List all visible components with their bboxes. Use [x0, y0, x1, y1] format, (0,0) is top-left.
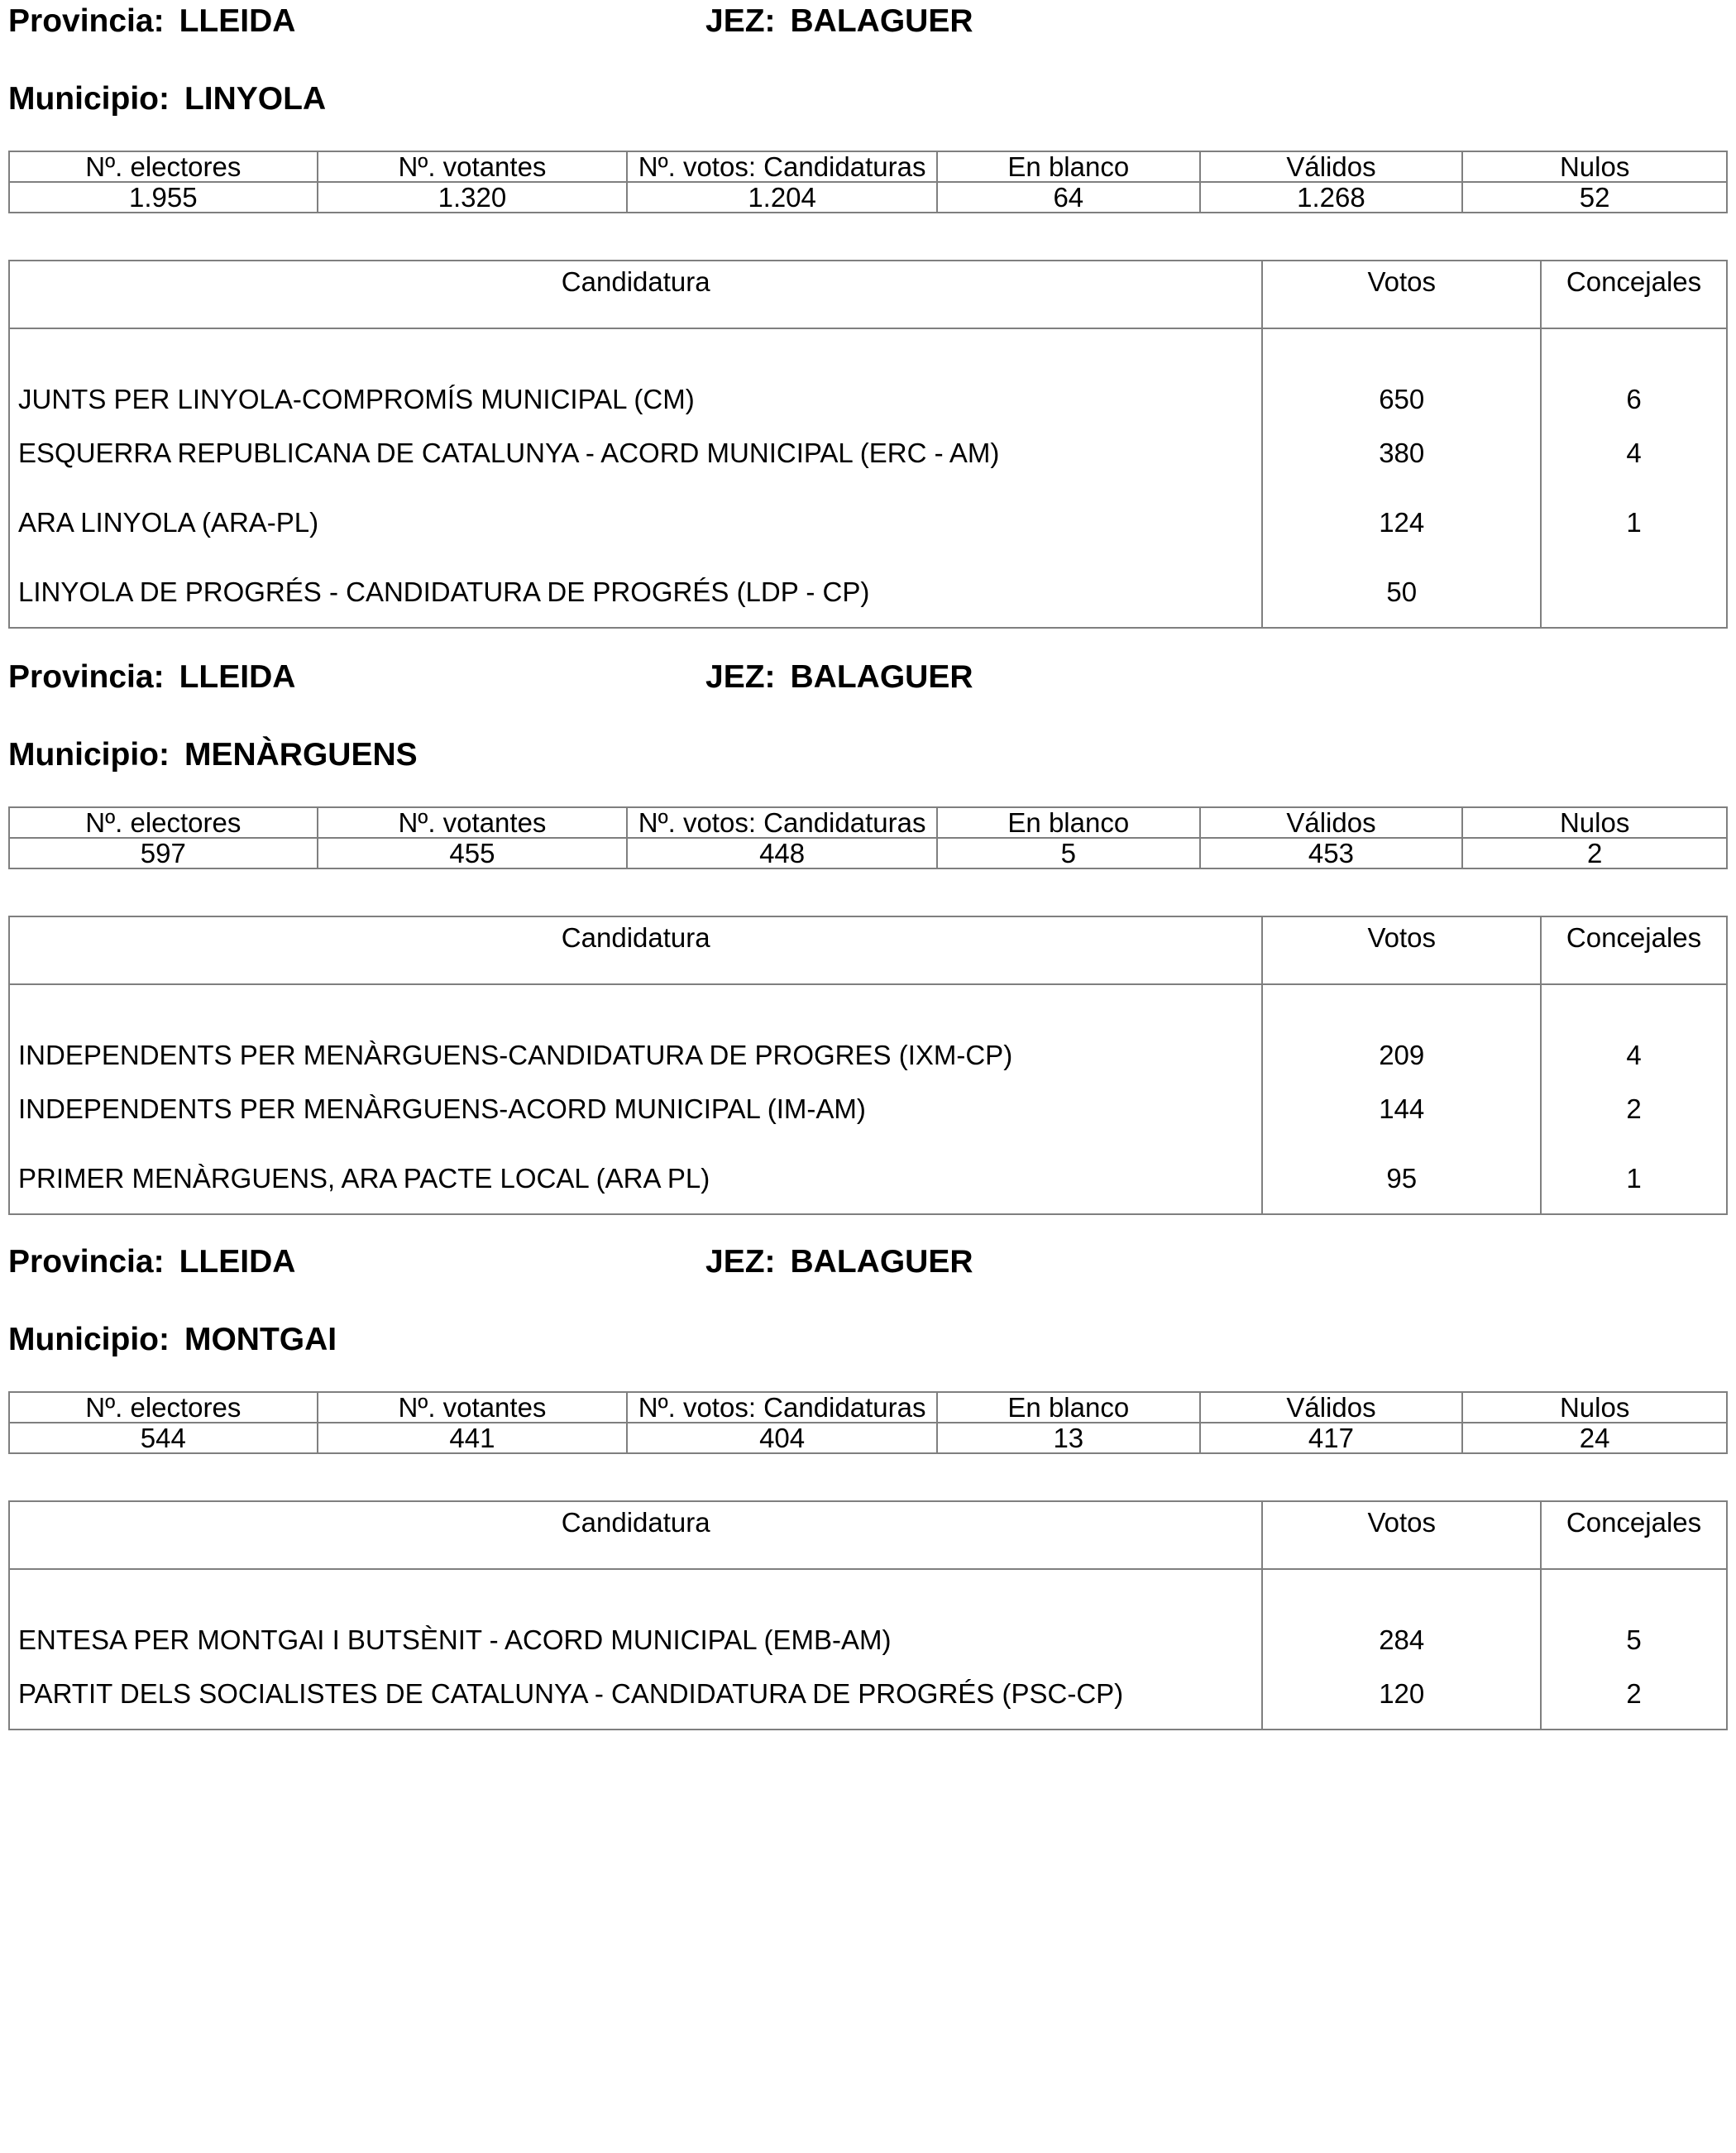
candidate-concejales: 5: [1541, 1569, 1727, 1659]
stats-header-cell: Nº. votantes: [318, 807, 628, 838]
provincia-label: Provincia:: [8, 3, 165, 39]
stats-header-cell: Nº. electores: [9, 807, 318, 838]
candidate-name: LINYOLA DE PROGRÉS - CANDIDATURA DE PROGRÉS (LDP - CP): [9, 557, 1262, 628]
jez-value: BALAGUER: [790, 659, 973, 695]
provincia-header: [8, 661, 295, 693]
provincia-label: Provincia:: [8, 1244, 165, 1280]
stats-value-cell: 441: [318, 1423, 628, 1453]
stats-value-cell: 417: [1200, 1423, 1463, 1453]
candidate-row: [9, 1144, 1727, 1214]
provincia-header: [8, 1246, 295, 1278]
stats-value-cell: 597: [9, 838, 318, 868]
candidatura-header: Candidatura: [9, 1501, 1262, 1569]
stats-value-row: [9, 182, 1727, 213]
stats-header-row: [9, 807, 1727, 838]
candidate-concejales: 1: [1541, 488, 1727, 557]
candidates-header-row: [9, 1501, 1727, 1569]
stats-header-cell: En blanco: [937, 1392, 1200, 1423]
candidate-votos: 650: [1262, 328, 1541, 419]
candidate-votos: 380: [1262, 419, 1541, 488]
stats-header-cell: Válidos: [1200, 151, 1463, 182]
stats-header-cell: Nulos: [1462, 151, 1727, 182]
stats-value-cell: 404: [627, 1423, 937, 1453]
concejales-header: Concejales: [1541, 1501, 1727, 1569]
candidates-table: [8, 916, 1728, 1215]
concejales-header: Concejales: [1541, 916, 1727, 984]
stats-header-cell: Nulos: [1462, 1392, 1727, 1423]
stats-value-cell: 24: [1462, 1423, 1727, 1453]
candidates-table: [8, 260, 1728, 629]
stats-value-cell: 544: [9, 1423, 318, 1453]
stats-value-cell: 5: [937, 838, 1200, 868]
jez-value: BALAGUER: [790, 1244, 973, 1280]
candidate-name: ARA LINYOLA (ARA-PL): [9, 488, 1262, 557]
municipio-header: [8, 739, 418, 771]
candidate-row: [9, 419, 1727, 488]
provincia-header: [8, 5, 295, 37]
stats-value-cell: 52: [1462, 182, 1727, 213]
stats-value-cell: 455: [318, 838, 628, 868]
candidate-votos: 284: [1262, 1569, 1541, 1659]
stats-table: [8, 151, 1728, 213]
votos-header: Votos: [1262, 261, 1541, 328]
stats-header-cell: En blanco: [937, 807, 1200, 838]
stats-value-cell: 64: [937, 182, 1200, 213]
stats-value-row: [9, 838, 1727, 868]
stats-header-cell: Nº. votos: Candidaturas: [627, 1392, 937, 1423]
stats-value-row: [9, 1423, 1727, 1453]
municipio-label: Municipio:: [8, 81, 170, 117]
provincia-value: LLEIDA: [179, 3, 296, 39]
municipio-header: [8, 83, 326, 115]
candidate-row: [9, 1074, 1727, 1144]
stats-header-cell: Válidos: [1200, 1392, 1463, 1423]
jez-header: [705, 5, 973, 37]
stats-table: [8, 806, 1728, 869]
stats-header-cell: Nulos: [1462, 807, 1727, 838]
stats-header-cell: Nº. votos: Candidaturas: [627, 807, 937, 838]
municipio-value: LINYOLA: [184, 81, 327, 117]
jez-header: [705, 1246, 973, 1278]
provincia-value: LLEIDA: [179, 1244, 296, 1280]
provincia-value: LLEIDA: [179, 659, 296, 695]
candidate-concejales: 2: [1541, 1074, 1727, 1144]
candidate-votos: 120: [1262, 1659, 1541, 1730]
municipio-value: MENÀRGUENS: [184, 737, 418, 773]
stats-header-row: [9, 151, 1727, 182]
candidate-row: [9, 1569, 1727, 1659]
candidate-votos: 50: [1262, 557, 1541, 628]
stats-header-cell: Nº. votos: Candidaturas: [627, 151, 937, 182]
candidates-table: [8, 1500, 1728, 1730]
votos-header: Votos: [1262, 1501, 1541, 1569]
stats-value-cell: 13: [937, 1423, 1200, 1453]
candidates-header-row: [9, 261, 1727, 328]
stats-value-cell: 453: [1200, 838, 1463, 868]
candidate-concejales: 2: [1541, 1659, 1727, 1730]
stats-value-cell: 1.320: [318, 182, 628, 213]
jez-label: JEZ:: [705, 1244, 776, 1280]
municipio-label: Municipio:: [8, 737, 170, 773]
candidatura-header: Candidatura: [9, 916, 1262, 984]
candidate-concejales: 4: [1541, 984, 1727, 1074]
candidate-name: JUNTS PER LINYOLA-COMPROMÍS MUNICIPAL (CM): [9, 328, 1262, 419]
jez-label: JEZ:: [705, 3, 776, 39]
candidate-row: [9, 557, 1727, 628]
stats-header-cell: Nº. votantes: [318, 151, 628, 182]
jez-header: [705, 661, 973, 693]
candidate-name: INDEPENDENTS PER MENÀRGUENS-ACORD MUNICIPAL (IM-AM): [9, 1074, 1262, 1144]
jez-label: JEZ:: [705, 659, 776, 695]
municipality-section: [0, 1241, 1736, 1902]
stats-value-cell: 448: [627, 838, 937, 868]
stats-table: [8, 1391, 1728, 1454]
municipio-label: Municipio:: [8, 1322, 170, 1357]
candidate-name: ESQUERRA REPUBLICANA DE CATALUNYA - ACORD MUNICIPAL (ERC - AM): [9, 419, 1262, 488]
candidate-concejales: 1: [1541, 1144, 1727, 1214]
candidate-row: [9, 984, 1727, 1074]
candidate-row: [9, 328, 1727, 419]
municipality-section: [0, 0, 1736, 662]
municipio-value: MONTGAI: [184, 1322, 337, 1357]
stats-value-cell: 1.268: [1200, 182, 1463, 213]
candidate-name: PRIMER MENÀRGUENS, ARA PACTE LOCAL (ARA PL): [9, 1144, 1262, 1214]
stats-header-cell: Nº. electores: [9, 151, 318, 182]
candidate-concejales: [1541, 557, 1727, 628]
candidate-name: PARTIT DELS SOCIALISTES DE CATALUNYA - CANDIDATURA DE PROGRÉS (PSC-CP): [9, 1659, 1262, 1730]
stats-value-cell: 2: [1462, 838, 1727, 868]
provincia-label: Provincia:: [8, 659, 165, 695]
candidate-votos: 209: [1262, 984, 1541, 1074]
candidatura-header: Candidatura: [9, 261, 1262, 328]
candidates-header-row: [9, 916, 1727, 984]
municipio-header: [8, 1323, 337, 1356]
candidate-row: [9, 488, 1727, 557]
stats-header-cell: En blanco: [937, 151, 1200, 182]
votos-header: Votos: [1262, 916, 1541, 984]
candidate-votos: 95: [1262, 1144, 1541, 1214]
jez-value: BALAGUER: [790, 3, 973, 39]
candidate-votos: 124: [1262, 488, 1541, 557]
candidate-concejales: 4: [1541, 419, 1727, 488]
candidate-name: INDEPENDENTS PER MENÀRGUENS-CANDIDATURA DE PROGRES (IXM-CP): [9, 984, 1262, 1074]
candidate-votos: 144: [1262, 1074, 1541, 1144]
concejales-header: Concejales: [1541, 261, 1727, 328]
stats-header-cell: Válidos: [1200, 807, 1463, 838]
stats-header-cell: Nº. votantes: [318, 1392, 628, 1423]
candidate-row: [9, 1659, 1727, 1730]
stats-value-cell: 1.955: [9, 182, 318, 213]
stats-header-cell: Nº. electores: [9, 1392, 318, 1423]
candidate-concejales: 6: [1541, 328, 1727, 419]
stats-value-cell: 1.204: [627, 182, 937, 213]
stats-header-row: [9, 1392, 1727, 1423]
municipality-section: [0, 656, 1736, 1318]
candidate-name: ENTESA PER MONTGAI I BUTSÈNIT - ACORD MUNICIPAL (EMB-AM): [9, 1569, 1262, 1659]
